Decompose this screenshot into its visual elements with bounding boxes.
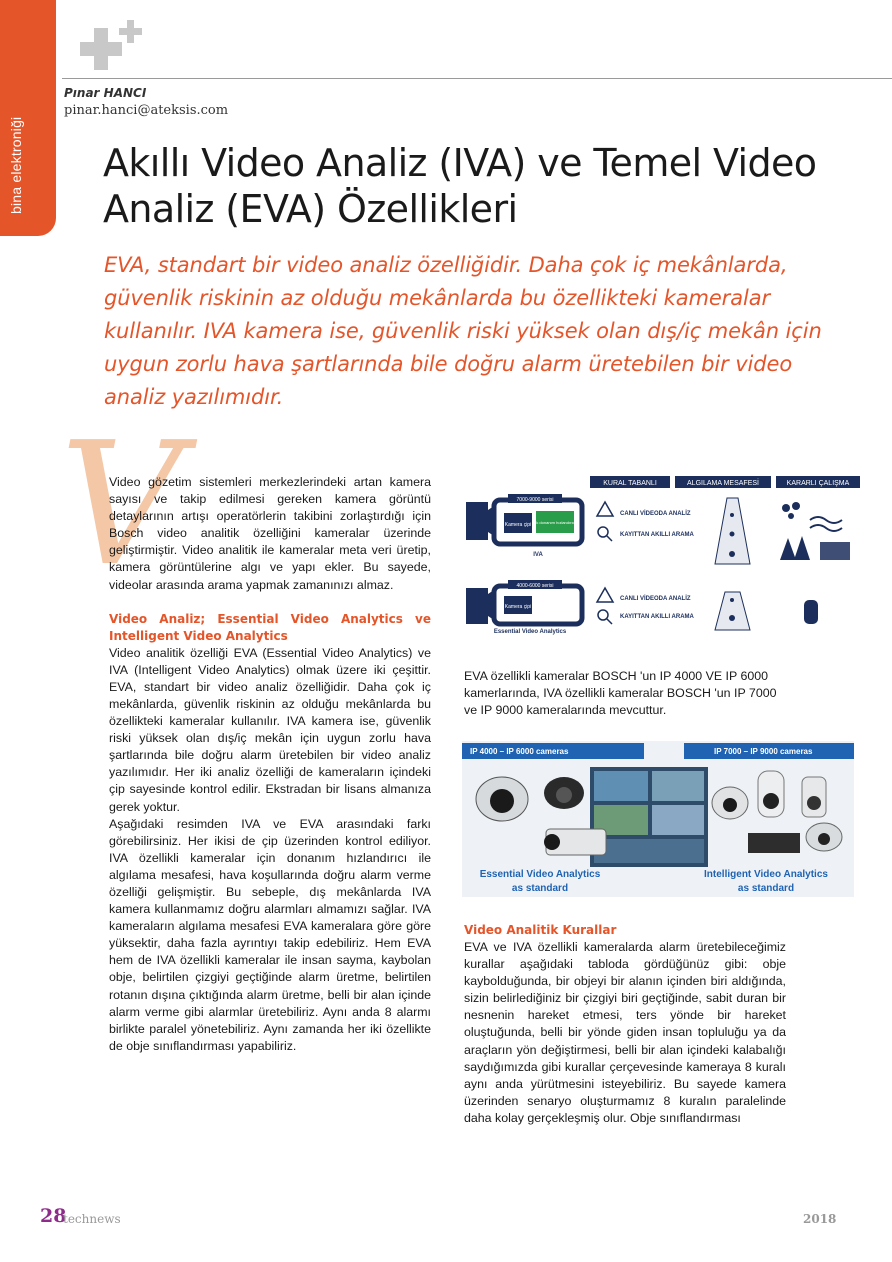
- fig1-accel-label: İlk donanım hızlandırıcı: [534, 520, 576, 525]
- fig1-row-iva: IVA: [533, 552, 543, 558]
- fig1-eva-range: 4000-6000 serisi: [516, 583, 554, 589]
- fig2-right-banner: IP 7000 – IP 9000 cameras: [714, 747, 813, 756]
- right-paragraph-2: EVA ve IVA özellikli kameralarda alarm üretebileceğimiz kurallar aşağıdaki tabloda gördüğünüz gibi: obje kaybolduğunda, bir objeyi bir alanın içinden biri aldığında, sizin belirlediğiniz bir çizgiyi biri geçtiğinde, sabit duran bir nesnenin hareket etmesi, ters yönde bir hareket oluştuğunda, belli bir yönde giden insan topluluğu ya da araçların yön değiştirmesi, belli bir alan içindeki kalabalığı saydığımızda gibi kurallar çerçevesinde kameraya 8 kuralı aynı anda yürütmesini isteyebiliriz. Bu sayede kamera üzerinden senaryo oluşturmamız 8 kuralın paralelinde daha kolay gerçekleşmiş olur. Obje sınıflandırması: [464, 940, 786, 1125]
- article-lead: EVA, standart bir video analiz özelliğidir. Daha çok iç mekânlarda, güvenlik riskinin az olduğu mekânlarda bu özellikteki kameralar kullanılır. IVA kamera ise, güvenlik riski yüksek olan dış/iç mekân için uygun zorlu hava şartlarında bile doğru alarm üretebilen bir video analiz yazılımıdır.: [104, 253, 822, 409]
- fig1-header-1: KURAL TABANLI: [603, 480, 657, 487]
- drop-cap: V: [60, 406, 183, 604]
- fig1-header-2: ALGILAMA MESAFESİ: [687, 480, 759, 487]
- iva-eva-diagram-svg: [460, 470, 865, 640]
- fig1-rule-live-eva: CANLI VİDEODA ANALİZ: [620, 596, 691, 602]
- header-rule: [62, 78, 892, 79]
- issue-year: 2018: [803, 1212, 837, 1226]
- section-tab: [0, 0, 56, 236]
- fig1-chip-label: Kamera çipi: [504, 522, 532, 528]
- fig2-right-caption-2: as standard: [737, 883, 795, 894]
- left-column: [109, 474, 431, 1055]
- fig1-rule-search: KAYITTAN AKILLI ARAMA: [620, 532, 694, 538]
- plus-decoration-icon: [80, 16, 150, 76]
- author-name: Pınar HANCI: [64, 86, 147, 100]
- right-column-bottom: [464, 922, 786, 1127]
- article-title: Akıllı Video Analiz (IVA) ve Temel Video Analiz (EVA) Özellikleri: [103, 141, 817, 231]
- page-number: 28: [40, 1205, 67, 1227]
- fig1-chip-label-eva: Kamera çipi: [504, 604, 532, 610]
- author-email[interactable]: pinar.hanci@ateksis.com: [64, 103, 229, 118]
- figure-camera-lineup: [462, 741, 854, 897]
- fig1-iva-range: 7000-9000 serisi: [516, 497, 554, 503]
- subhead-video-analitik-kurallar: Video Analitik Kurallar: [464, 923, 617, 937]
- fig1-header-3: KARARLI ÇALIŞMA: [786, 480, 850, 487]
- magazine-name: technews: [63, 1212, 121, 1226]
- left-paragraph-1: Video analitik özelliği EVA (Essential Video Analytics) ve IVA (Intelligent Video Analytics) olmak üzere iki çeşittir. EVA, standart bir video analiz özelliğidir. Daha çok iç mekânlarda, güvenlik riskinin az olduğu mekânlarda bu özellikteki kameralar kullanılır. IVA kamera ise, güvenlik riski yüksek olan dış/iç mekân için uygun zorlu hava şartlarında bile doğru alarm üretebilen bir video analiz yazılımıdır. Her iki analiz özelliği de kameraların içindeki çip sayesinde kontrol edilir. Ekstradan bir lisans almanıza gerek yoktur.: [109, 645, 431, 814]
- left-paragraph-2: Aşağıdaki resimden IVA ve EVA arasındaki farkı görebilirsiniz. Her ikisi de çip üzerinden kontrol ediliyor. IVA özellikli kameralar için donanım hızlandırıcı ile algılama mesafesi, hava koşullarında doğru alarm verme özelliği gelişmiştir. Bu sebeple, dış mekânlarda IVA kamera kullanmamız doğru alarmları almamızı sağlar. IVA kameraların algılama mesafesi EVA kameralara göre göre yüksektir, daha fazla ayrıntıyı takip edebiliriz. Hem EVA hem de IVA özellikli kameralar ile insan sayma, kaybolan obje, belirtilen çizgiyi geçtiğinde alarm üretme, belirtilen rotanın dışına çıktığında alarm üretme, belli bir alan içinde alarm verme gibi alarmlar üretebiliriz. Aynı anda 8 alarmı birlikte paralel yönetebiliriz. Aynı zamanda her iki özellikte de obje sınıflandırması yapabiliriz.: [109, 816, 431, 1053]
- subhead-video-analiz: Video Analiz; Essential Video Analytics ve Intelligent Video Analytics: [109, 611, 431, 643]
- right-paragraph-1: EVA özellikli kameralar BOSCH 'un IP 4000 VE IP 6000 kamerlarında, IVA özellikli kameralar BOSCH 'un IP 7000 ve IP 9000 kameralarında mevcuttur.: [464, 669, 777, 718]
- figure-iva-eva-diagram: [460, 470, 865, 640]
- fig1-row-eva: Essential Video Analytics: [493, 629, 567, 635]
- camera-lineup-svg: [462, 741, 854, 897]
- fig1-rule-live: CANLI VİDEODA ANALİZ: [620, 511, 691, 517]
- intro-paragraph: Video gözetim sistemleri merkezlerindeki artan kamera sayısı ve takip edilmesi gereken kamera görüntü detaylarının artışı operatörlerin takibini zorlaştırdığı için Bosch video analitik özelliğini kameralar üzerinde geliştirmiştir. Video analitik ile kameralar meta veri üretip, kamera görüntülerine algı ve yapı ekler. Bu sayede, videolar arasında arama yapmak zamanınızı almaz.: [109, 475, 431, 592]
- fig2-left-banner: IP 4000 – IP 6000 cameras: [470, 747, 569, 756]
- fig2-right-caption-1: Intelligent Video Analytics: [704, 869, 828, 880]
- fig2-left-caption-1: Essential Video Analytics: [479, 869, 601, 880]
- fig1-rule-search-eva: KAYITTAN AKILLI ARAMA: [620, 614, 694, 620]
- right-column-top: [464, 668, 786, 719]
- fig2-left-caption-2: as standard: [511, 883, 569, 894]
- section-tab-label: bina elektroniği: [8, 116, 24, 214]
